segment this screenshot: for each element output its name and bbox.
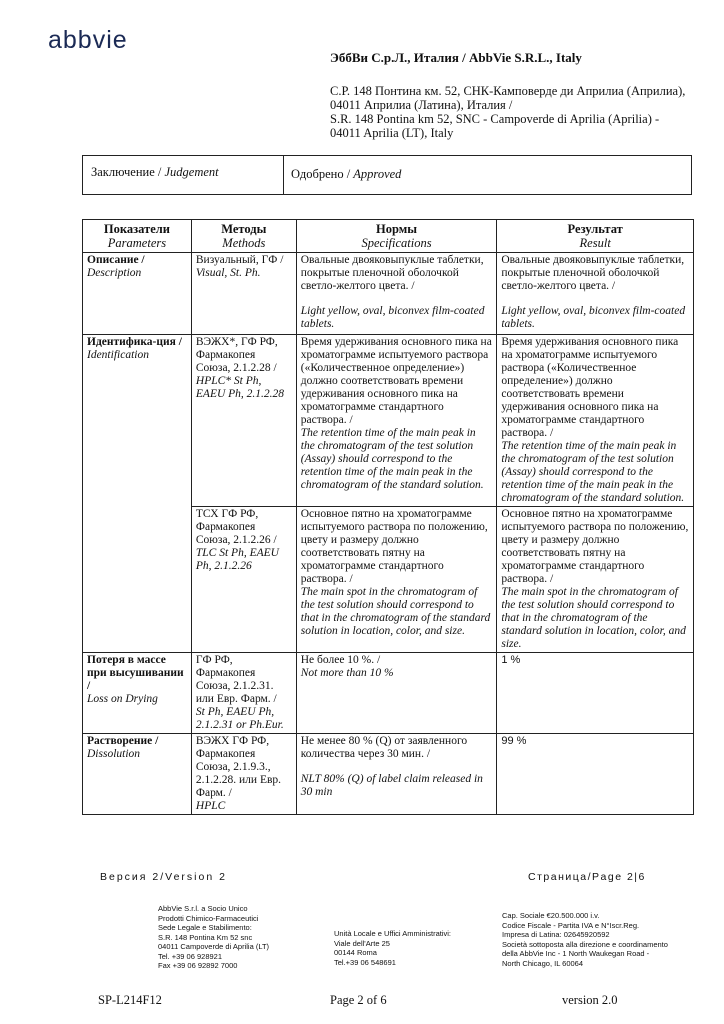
address-line: S.R. 148 Pontina km 52, SNC - Campoverde di Aprilia (Aprilia) - [330,112,660,126]
result-cell: 1 % [497,653,694,734]
header-parameters: Показатели Parameters [83,220,192,253]
spec-cell: Основное пятно на хроматограмме испытуемого раствора по положению, цвету и размеру должно соответствовать пятну на хроматограмме стандартного раствора. / The main spot in the chromatogram of the test solution should correspond to that in the chromatogram of the standard solution in location, color, and size. [296,507,497,653]
footer-line: AbbVie S.r.l. a Socio Unico [158,904,248,913]
header-result: Результат Result [497,220,694,253]
company-address [330,84,690,140]
footer-line: Prodotti Chimico-Farmaceutici [158,913,259,923]
table-header-row [83,220,694,253]
footer-line: 00144 Roma [334,948,377,957]
param-cell: Растворение / Dissolution [83,734,192,815]
result-cell: 99 % [497,734,694,815]
param-cell: Потеря в массе при высушивании / Loss on Drying [83,653,192,734]
method-cell: ТСХ ГФ РФ, Фармакопея Союза, 2.1.2.26 / TLC St Ph, EAEU Ph, 2.1.2.26 [191,507,296,653]
result-cell: Овальные двояковыпуклые таблетки, покрытые пленочной оболочкой светло-желтого цвета. / Light yellow, oval, biconvex film-coated tablets. [497,253,694,335]
footer-line: Sede Legale e Stabilimento: [158,923,252,932]
table-row [83,734,694,815]
spec-cell: Не более 10 %. / Not more than 10 % [296,653,497,734]
footer-line: Impresa di Latina: 02645920592 [502,930,610,939]
doc-version: version 2.0 [562,993,618,1007]
footer-office-block [334,929,451,967]
footer-line: Società sottoposta alla direzione e coordinamento [502,939,668,949]
header-specifications: Нормы Specifications [296,220,497,253]
footer-line: Unità Locale e Uffici Amministrativi: [334,929,451,938]
judgement-label-ru: Заключение / [91,165,162,179]
page-number: Page 2 of 6 [330,993,387,1007]
footer-company-block [158,904,269,971]
method-cell: ГФ РФ, Фармакопея Союза, 2.1.2.31. или Евр. Фарм. / St Ph, EAEU Ph, 2.1.2.31 or Ph.Eur. [191,653,296,734]
judgement-value-ru: Одобрено / [291,167,351,181]
company-name: ЭббВи С.р.Л., Италия / AbbVie S.R.L., Italy [330,50,582,65]
result-cell: Основное пятно на хроматограмме испытуемого раствора по положению, цвету и размеру должно соответствовать пятну на хроматограмме стандартного раствора. / The main spot in the chromatogram of the test solution should correspond to that in the chromatogram of the standard solution in location, color, and size. [497,507,694,653]
footer-line: Codice Fiscale - Partita IVA e N°Iscr.Reg. [502,920,640,930]
table-row [83,653,694,734]
footer-line: Cap. Sociale €20.500.000 i.v. [502,911,600,920]
address-line: 04011 Априлиа (Латина), Италия / [330,98,513,112]
footer-line: S.R. 148 Pontina Km 52 snc [158,932,253,942]
address-line: 04011 Aprilia (LT), Italy [330,126,454,140]
result-cell: Время удерживания основного пика на хроматограмме испытуемого раствора («Количественное определение») должно соответствовать времени удерживания основного пика на хроматограмме стандартного раствора. / The retention time of the main peak in the chromatogram of the test solution (Assay) should correspond to the retention time of the main peak in the chromatogram of the standard solution. [497,335,694,507]
table-row [83,335,694,507]
judgement-value [291,167,401,182]
footer-line: 04011 Campoverde di Aprilia (LT) [158,942,270,951]
method-cell: ВЭЖХ ГФ РФ, Фармакопея Союза, 2.1.9.3., 2.1.2.28. или Евр. Фарм. / HPLC [191,734,296,815]
table-row [83,253,694,335]
footer-line: Tel. +39 06 928921 [158,951,223,961]
header-methods: Методы Methods [191,220,296,253]
doc-code: SP-L214F12 [98,993,162,1007]
footer-line: Tel.+39 06 548691 [334,957,396,967]
judgement-label [91,165,219,180]
footer-page: Страница/Page 2|6 [528,871,646,883]
judgement-box [82,155,692,195]
footer-line: della AbbVie Inc - 1 North Waukegan Road - [502,949,650,958]
footer-version: Версия 2/Version 2 [100,871,227,883]
footer-line: Fax +39 06 92892 7000 [158,961,238,970]
method-cell: Визуальный, ГФ / Visual, St. Ph. [191,253,296,335]
footer-legal-block [502,911,668,968]
judgement-value-en: Approved [353,167,402,181]
spec-cell: Овальные двояковыпуклые таблетки, покрытые пленочной оболочкой светло-желтого цвета. / Light yellow, oval, biconvex film-coated tablets. [296,253,497,335]
footer-line: North Chicago, IL 60064 [502,958,584,968]
spec-cell: Не менее 80 % (Q) от заявленного количества через 30 мин. / NLT 80% (Q) of label claim released in 30 min [296,734,497,815]
param-cell: Идентифика-ция / Identification [83,335,192,653]
specification-table [82,219,694,815]
footer-line: Viale dell'Arte 25 [334,938,390,948]
spec-cell: Время удерживания основного пика на хроматограмме испытуемого раствора («Количественное определение») должно соответствовать времени удерживания основного пика на хроматограмме стандартного раствора. / The retention time of the main peak in the chromatogram of the test solution (Assay) should correspond to the retention time of the main peak in the chromatogram of the standard solution. [296,335,497,507]
method-cell: ВЭЖХ*, ГФ РФ, Фармакопея Союза, 2.1.2.28 / HPLC* St Ph, EAEU Ph, 2.1.2.28 [191,335,296,507]
abbvie-logo: abbvie [48,26,128,54]
judgement-label-en: Judgement [164,165,219,179]
address-line: С.Р. 148 Понтина км. 52, СНК-Камповерде ди Априлиа (Априлиа), [330,84,686,98]
param-cell: Описание / Description [83,253,192,335]
